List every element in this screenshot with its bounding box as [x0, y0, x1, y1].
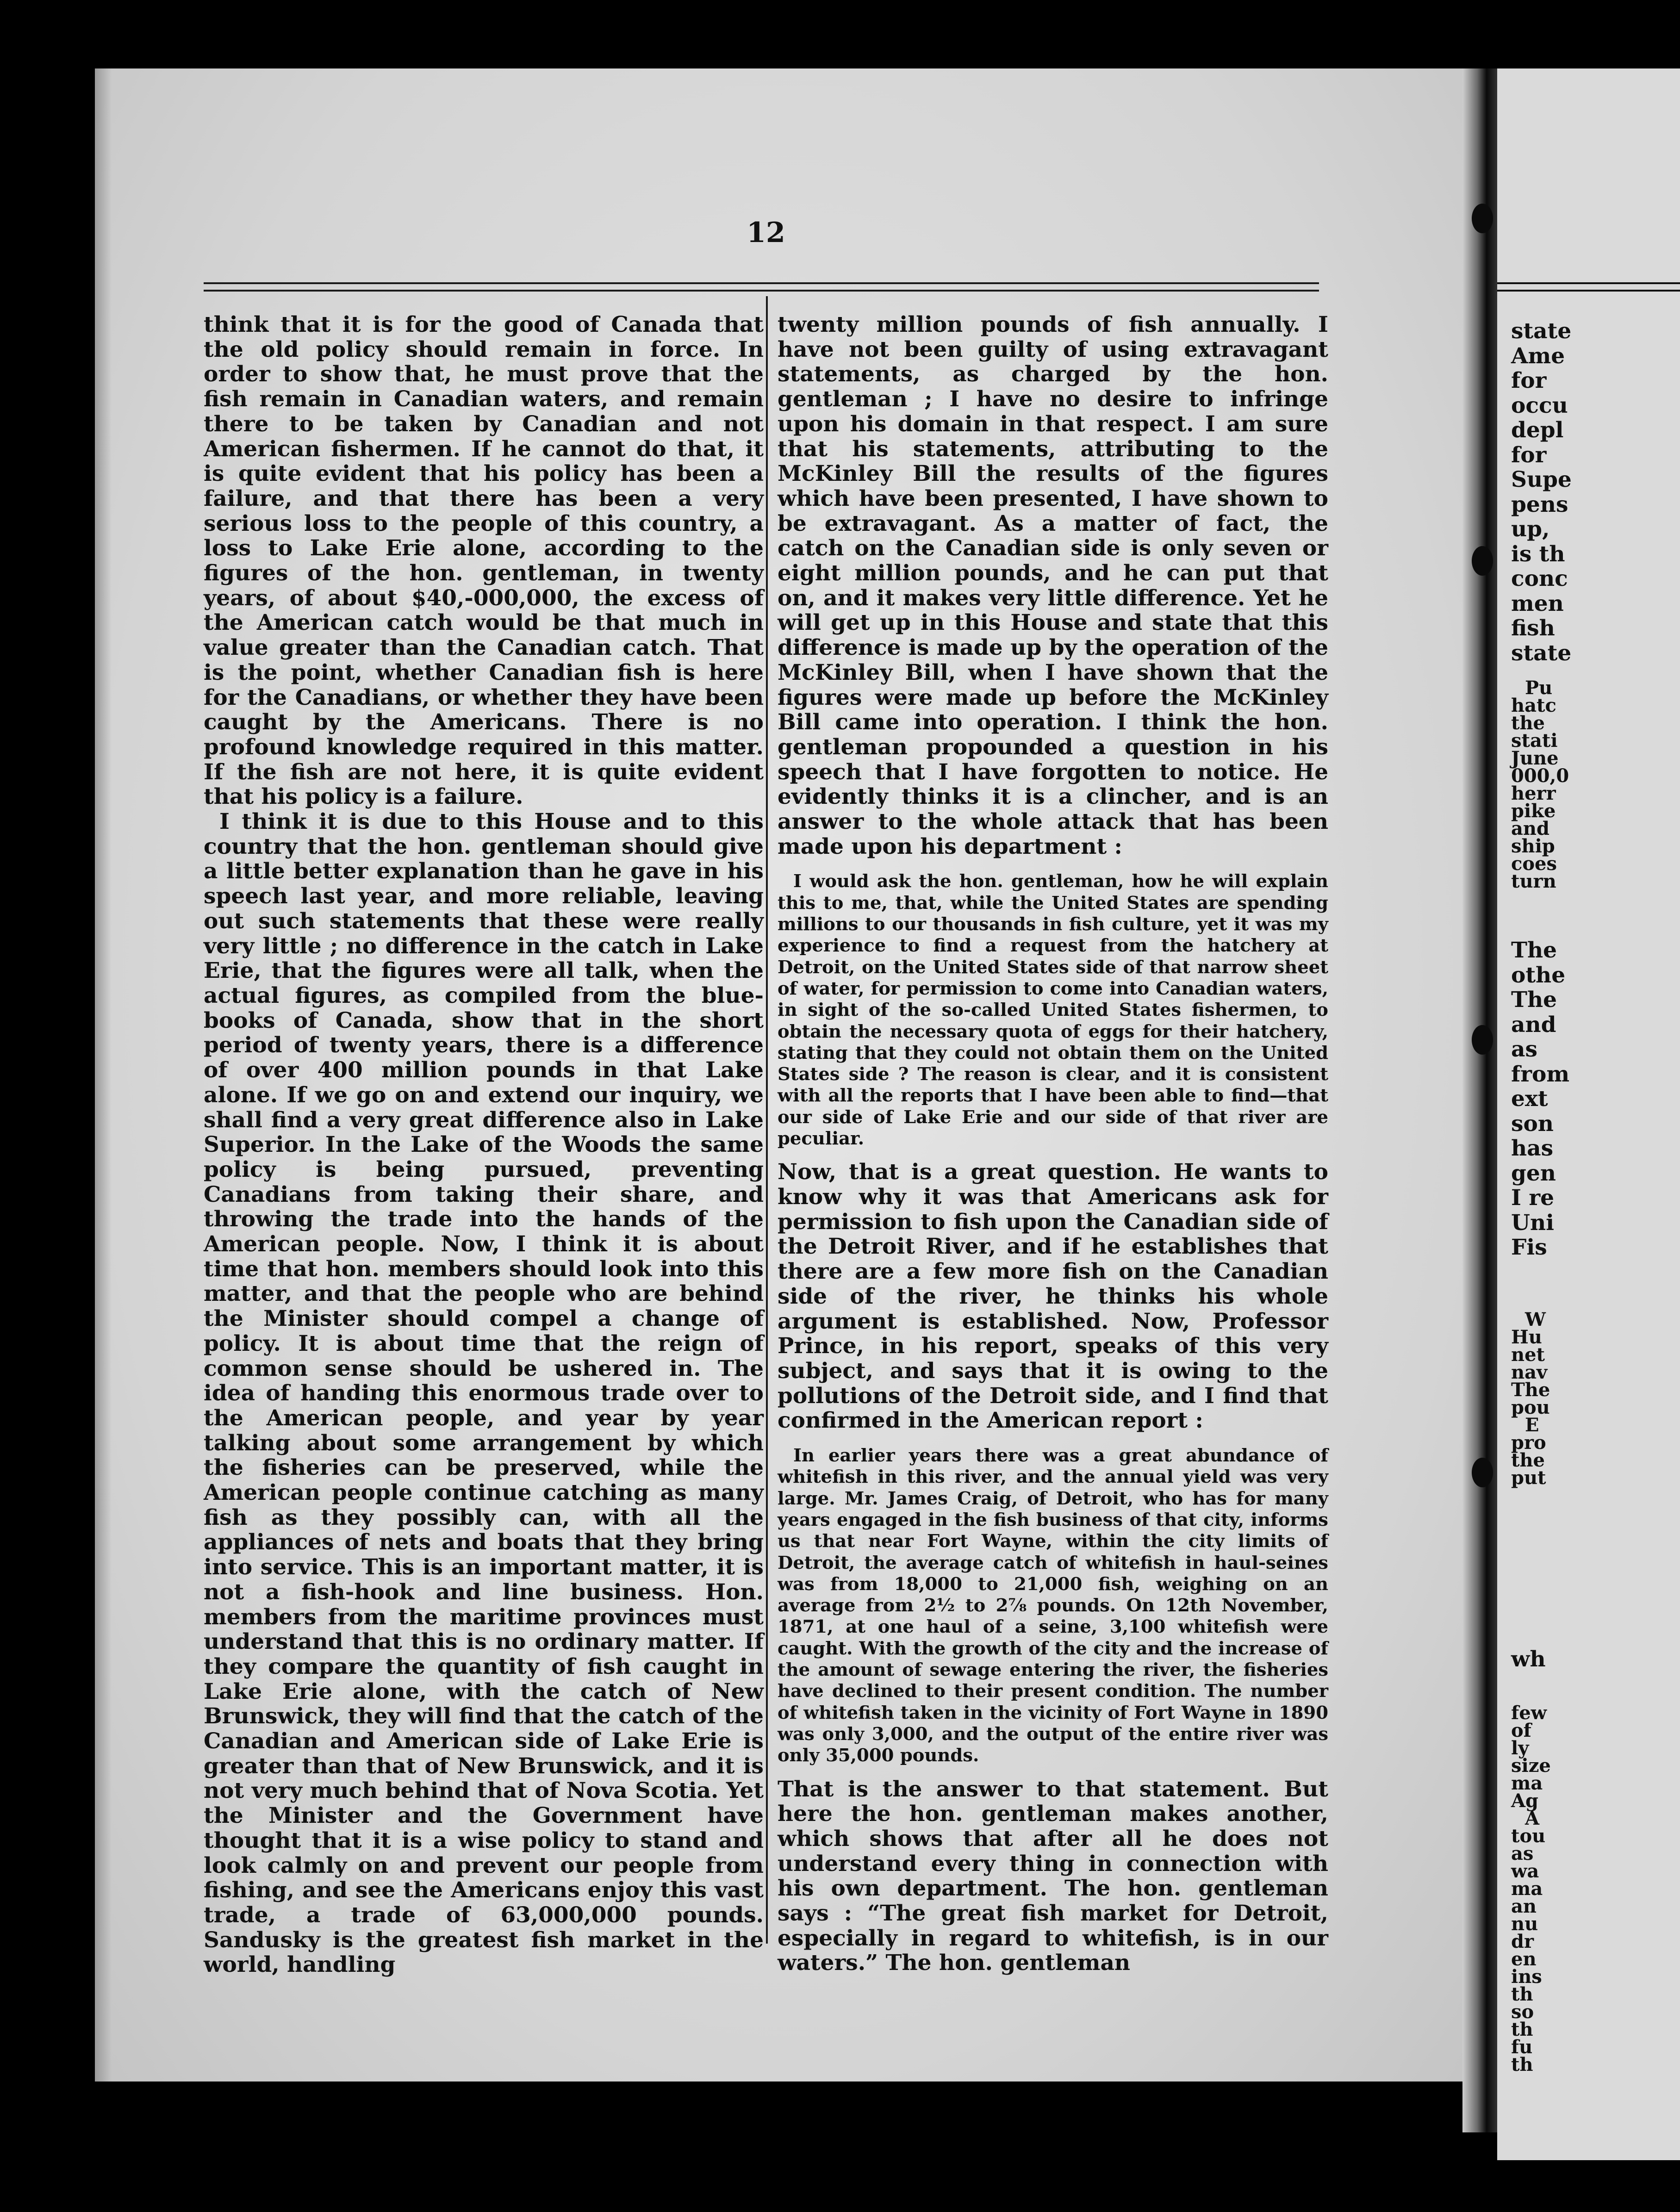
facing-page-line: so: [1511, 2001, 1534, 2023]
facing-page-fragment: [1497, 68, 1680, 2160]
left-column: [204, 312, 764, 1977]
facing-page-line: size: [1511, 1755, 1551, 1777]
facing-page-line: The: [1511, 938, 1557, 963]
facing-page-line: th: [1511, 2019, 1533, 2040]
facing-page-line: occu: [1511, 392, 1568, 418]
spine-binding-mark: [1472, 1458, 1493, 1487]
facing-page-rule: [1497, 290, 1680, 292]
facing-page-line: few: [1511, 1702, 1547, 1724]
facing-page-line: E: [1525, 1414, 1539, 1436]
facing-page-line: ext: [1511, 1086, 1548, 1112]
right-paragraph-2: Now, that is a great question. He wants to know why it was that Americans ask for permission to fish upon the Canadian side of the Detroit River, and if he establishes that there are a few more fish on the Canadian side of the river, he thinks his whole argument is established. Now, Professor Prince, in his report, speaks of this very subject, and says that it is owing to the pollutions of the Detroit side, and I find that confirmed in the American report :: [778, 1159, 1328, 1434]
spine-binding-mark: [1472, 204, 1493, 233]
facing-page-line: Fis: [1511, 1235, 1547, 1260]
right-paragraph-3: That is the answer to that statement. But here the hon. gentleman makes another, which shows that after all he does not understand every thing in connection with his own department. The hon. gentleman says : “The great fish market for Detroit, especially in regard to whitefish, is in our waters.” The hon. gentleman: [778, 1776, 1328, 1976]
facing-page-line: wa: [1511, 1860, 1539, 1882]
facing-page-line: en: [1511, 1948, 1537, 1970]
facing-page-line: is th: [1511, 541, 1565, 567]
facing-page-line: the: [1511, 1449, 1545, 1471]
facing-page-line: Supe: [1511, 467, 1572, 492]
facing-page-line: turn: [1511, 870, 1556, 892]
header-rule-top: [204, 282, 1319, 284]
facing-page-line: fu: [1511, 2036, 1533, 2058]
left-paragraph-1: think that it is for the good of Canada that the old policy should remain in force. In order to show that, he must prove that the fish remain in Canadian waters, and remain there to be taken by Canadian and not American fishermen. If he cannot do that, it is quite evident that his policy has been a failure, and that there has been a very serious loss to the people of this country, a loss to Lake Erie alone, according to the figures of the hon. gentleman, in twenty years, of about $40,-000,000, the excess of the American catch would be that much in value greater than the Canadian catch. That is the point, whether Canadian fish is here for the Canadians, or whether they have been caught by the Americans. There is no profound knowledge required in this matter. If the fish are not here, it is quite evident that his policy is a failure.: [204, 312, 764, 810]
facing-page-line: the: [1511, 712, 1545, 734]
facing-page-line: Ag: [1511, 1790, 1539, 1812]
facing-page-line: The: [1511, 987, 1557, 1013]
page-shadow-left: [95, 68, 112, 2082]
facing-page-line: th: [1511, 1983, 1533, 2005]
spine-binding-mark: [1472, 1025, 1493, 1055]
facing-page-line: hatc: [1511, 695, 1556, 716]
facing-page-line: put: [1511, 1467, 1546, 1489]
facing-page-line: Uni: [1511, 1210, 1555, 1236]
facing-page-line: for: [1511, 368, 1547, 393]
facing-page-line: from: [1511, 1061, 1570, 1087]
facing-page-line: as: [1511, 1843, 1534, 1864]
right-paragraph-1: twenty million pounds of fish annually. I have not been guilty of using extravagant statements, as charged by the hon. gentleman ; I have no desire to infringe upon his domain in that respect. I am sure that his statements, attributing to the McKinley Bill the results of the figures which have been presented, I have shown to be extravagant. As a matter of fact, the catch on the Canadian side is only seven or eight million pounds, and he can put that on, and it makes very little difference. Yet he will get up in this House and state that this difference is made up by the operation of the McKinley Bill, when I have shown that the figures were made up before the McKinley Bill came into operation. I think the hon. gentleman propounded a question in his speech that I have forgotten to notice. He evidently thinks it is a clincher, and is an answer to the whole attack that has been made upon his department :: [778, 312, 1328, 859]
facing-page-line: ship: [1511, 835, 1555, 857]
facing-page-line: th: [1511, 2054, 1533, 2075]
right-column: [778, 312, 1328, 1976]
facing-page-line: has: [1511, 1136, 1554, 1161]
facing-page-line: wh: [1511, 1647, 1546, 1672]
facing-page-line: ma: [1511, 1878, 1543, 1900]
facing-page-line: as: [1511, 1037, 1537, 1062]
book-spine: [1462, 68, 1500, 2132]
facing-page-line: and: [1511, 1012, 1556, 1038]
facing-page-line: Hu: [1511, 1326, 1542, 1348]
facing-page-line: pike: [1511, 800, 1556, 822]
facing-page-line: W: [1525, 1309, 1546, 1330]
facing-page-line: June: [1511, 747, 1559, 769]
facing-page-line: ins: [1511, 1966, 1542, 1988]
facing-page-line: Ame: [1511, 343, 1565, 369]
facing-page-line: men: [1511, 590, 1564, 616]
facing-page-line: coes: [1511, 853, 1557, 875]
facing-page-line: Pu: [1525, 677, 1553, 699]
facing-page-line: of: [1511, 1720, 1531, 1741]
block-quote-2: In earlier years there was a great abundance of whitefish in this river, and the annual yield was very large. Mr. James Craig, of Detroit, who has for many years engaged in the fish business of that city, informs us that near Fort Wayne, within the city limits of Detroit, the average catch of whitefish in haul-seines was from 18,000 to 21,000 fish, weighing on an average from 2½ to 2⅞ pounds. On 12th November, 1871, at one haul of a seine, 3,100 whitefish were caught. With the growth of the city and the increase of the amount of sewage entering the river, the fisheries have declined to their present condition. The number of whitefish taken in the vicinity of Fort Wayne in 1890 was only 3,000, and the output of the entire river was only 35,000 pounds.: [778, 1445, 1328, 1766]
facing-page-line: son: [1511, 1111, 1554, 1137]
facing-page-line: pro: [1511, 1432, 1546, 1454]
facing-page-rule: [1497, 282, 1680, 284]
header-rule-bottom: [204, 290, 1319, 292]
facing-page-line: herr: [1511, 783, 1556, 804]
facing-page-line: stati: [1511, 730, 1558, 752]
facing-page-line: pens: [1511, 491, 1568, 517]
column-divider: [766, 296, 768, 1944]
facing-page-line: state: [1511, 640, 1572, 666]
spine-binding-mark: [1472, 546, 1493, 576]
facing-page-line: nav: [1511, 1361, 1548, 1383]
facing-page-line: an: [1511, 1895, 1537, 1917]
page-number: 12: [747, 217, 785, 249]
facing-page-line: The: [1511, 1379, 1550, 1401]
facing-page-line: tou: [1511, 1825, 1546, 1847]
facing-page-line: depl: [1511, 417, 1564, 443]
facing-page-line: I re: [1511, 1185, 1555, 1211]
facing-page-line: pou: [1511, 1397, 1550, 1418]
facing-page-line: up,: [1511, 516, 1550, 542]
facing-page-line: gen: [1511, 1160, 1556, 1186]
facing-page-line: othe: [1511, 962, 1566, 988]
facing-page-line: state: [1511, 318, 1572, 344]
facing-page-line: and: [1511, 818, 1549, 839]
facing-page-line: ma: [1511, 1772, 1543, 1794]
facing-page-line: fish: [1511, 615, 1555, 641]
facing-page-line: A: [1525, 1808, 1540, 1829]
facing-page-line: for: [1511, 442, 1547, 468]
facing-page-line: nu: [1511, 1913, 1538, 1935]
block-quote-1: I would ask the hon. gentleman, how he will explain this to me, that, while the United States are spending millions to our thousands in fish culture, yet it was my experience to find a request from the hatchery at Detroit, on the United States side of that narrow sheet of water, for permission to come into Canadian waters, in sight of the so-called United States fishermen, to obtain the necessary quota of eggs for their hatchery, stating that they could not obtain them on the United States side ? The reason is clear, and it is consistent with all the reports that I have been able to find—that our side of Lake Erie and our side of that river are peculiar.: [778, 871, 1328, 1149]
facing-page-line: ly: [1511, 1737, 1529, 1759]
left-paragraph-2: I think it is due to this House and to this country that the hon. gentleman should give a little better explanation than he gave in his speech last year, and more reliable, leaving out such statements that these were really very little ; no difference in the catch in Lake Erie, that the figures were all talk, when the actual figures, as compiled from the blue-books of Canada, show that in the short period of twenty years, there is a difference of over 400 million pounds in that Lake alone. If we go on and extend our inquiry, we shall find a very great difference also in Lake Superior. In the Lake of the Woods the same policy is being pursued, preventing Canadians from taking their share, and throwing the trade into the hands of the American people. Now, I think it is about time that hon. members should look into this matter, and that the people who are behind the Minister should compel a change of policy. It is about time that the reign of common sense should be ushered in. The idea of handing this enormous trade over to the American people, and year by year talking about some arrangement by which the fisheries can be preserved, while the American people continue catching as many fish as they possibly can, with all the appliances of nets and boats that they bring into service. This is an important matter, it is not a fish-hook and line business. Hon. members from the maritime provinces must understand that this is no ordinary matter. If they compare the quantity of fish caught in Lake Erie alone, with the catch of New Brunswick, they will find that the catch of the Canadian and American side of Lake Erie is greater than that of New Brunswick, and it is not very much behind that of Nova Scotia. Yet the Minister and the Government have thought that it is a wise policy to stand and look calmly on and prevent our people from fishing, and see the Americans enjoy this vast trade, a trade of 63,000,000 pounds. Sandusky is the greatest fish market in the world, handling: [204, 809, 764, 1978]
facing-page-line: net: [1511, 1344, 1545, 1366]
facing-page-line: 000,0: [1511, 765, 1569, 787]
facing-page-line: conc: [1511, 566, 1568, 591]
facing-page-line: dr: [1511, 1931, 1534, 1952]
